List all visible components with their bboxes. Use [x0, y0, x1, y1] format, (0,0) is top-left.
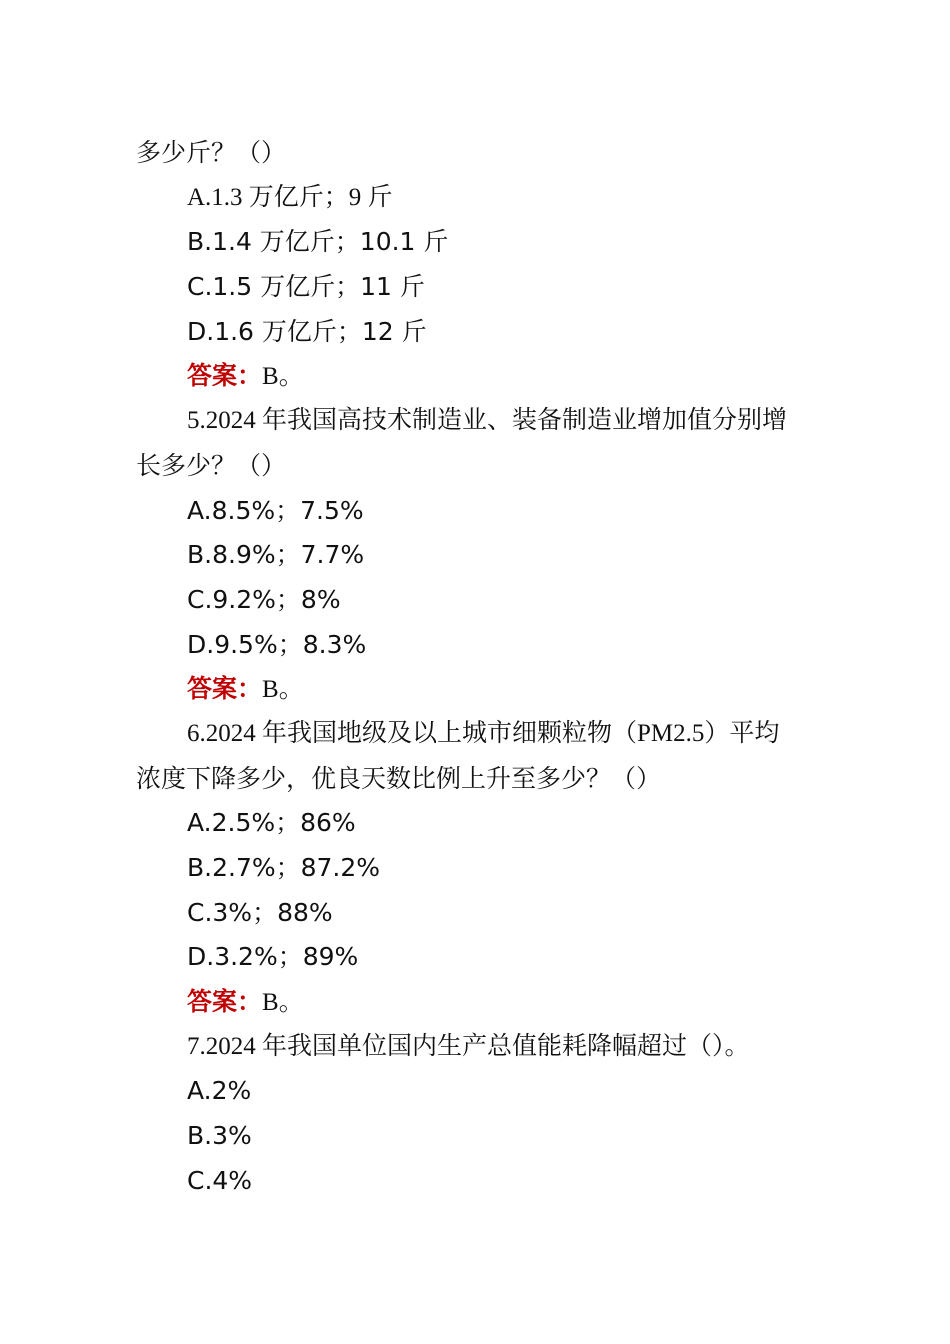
q4-option-b: B.1.4 万亿斤；10.1 斤	[187, 227, 449, 257]
q6-answer-label: 答案：	[187, 987, 263, 1017]
q4-answer	[136, 354, 816, 399]
q4-option-c: C.1.5 万亿斤；11 斤	[187, 272, 425, 302]
q6-stem-line2: 浓度下降多少，优良天数比例上升至多少？（）	[136, 763, 662, 793]
q4-answer-value: B。	[262, 363, 304, 391]
q6-option-a: A.2.5%；86%	[187, 808, 356, 838]
q7-stem-line1: 7.2024 年我国单位国内生产总值能耗降幅超过（）。	[187, 1032, 750, 1060]
q7-option-c: C.4%	[187, 1165, 253, 1195]
q4-option-a: A.1.3 万亿斤；9 斤	[187, 183, 393, 211]
q5-option-b: B.8.9%；7.7%	[187, 540, 365, 570]
q6-answer	[136, 980, 816, 1025]
q5-answer	[136, 667, 816, 712]
q5-answer-value: B。	[262, 676, 304, 704]
q5-stem-line1: 5.2024 年我国高技术制造业、装备制造业增加值分别增	[187, 407, 788, 435]
document-body	[136, 131, 816, 1204]
q6-stem-line1: 6.2024 年我国地级及以上城市细颗粒物（PM2.5）平均	[187, 719, 780, 747]
q6-answer-value: B。	[262, 989, 304, 1017]
q7-option-b: B.3%	[187, 1121, 252, 1151]
q4-answer-label: 答案：	[187, 361, 263, 391]
q5-answer-label: 答案：	[187, 674, 263, 704]
q6-option-b: B.2.7%；87.2%	[187, 853, 381, 882]
q7-option-a: A.2%	[187, 1076, 252, 1106]
q6-option-d: D.3.2%；89%	[187, 942, 359, 972]
q5-option-d: D.9.5%；8.3%	[187, 629, 367, 659]
q5-option-c: C.9.2%；8%	[187, 584, 341, 614]
q4-stem-continuation: 多少斤？（）	[136, 138, 287, 167]
q5-option-a: A.8.5%；7.5%	[187, 495, 364, 525]
q4-option-d: D.1.6 万亿斤；12 斤	[187, 316, 427, 346]
q5-stem-line2: 长多少？（）	[136, 450, 287, 480]
q6-option-c: C.3%；88%	[187, 897, 333, 927]
